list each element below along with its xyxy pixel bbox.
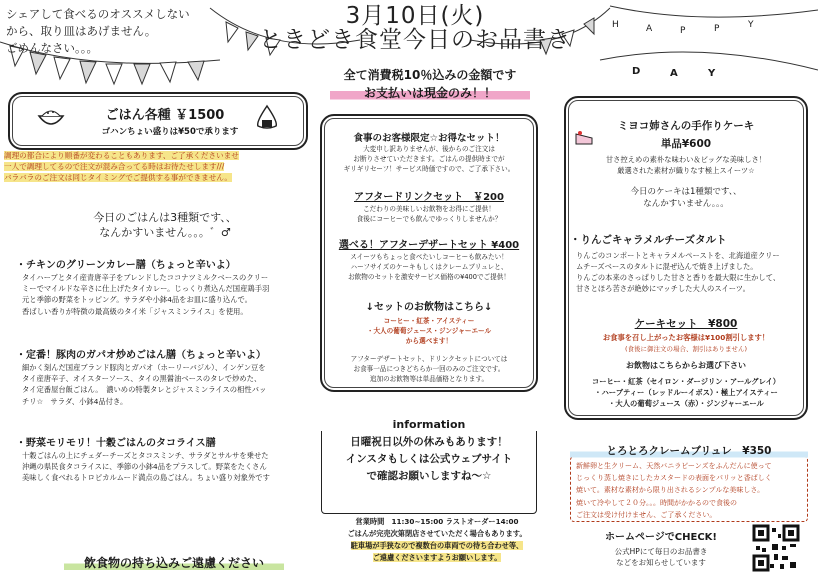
menu-title: ときどき食堂今日のお品書き [259,27,571,53]
garland-letters [608,8,818,98]
creme-brulee-desc: 新鮮卵と生クリーム、天然バニラビーンズをふんだんに使って じっくり蒸し焼きにしたカスタードの表面をパリッと香ばしく 焼いて。素材な素材から限り出されるシンプルな美味しさ。 焼いて冷やして２０分。。。時間がかかるので食後の ご注文は受け付けません、ご了承ください。 [576,462,772,519]
top-note-line: ごめんなさい。。。 [6,41,98,55]
order-notice-line: 一人で調理してるので注文が混み合ってる時はお待たせします/// [4,162,225,171]
cake-set-drinks-head: お飲物はこちらからお選び下さい [626,361,746,370]
garland-letter: H [612,20,619,30]
cake-set-drinks: コーヒー・紅茶（セイロン・ダージリン・アールグレイ） ・ハーブティー（レッドルーイボス）・極上アイスティー ・大人の葡萄ジュース（赤）・ジンジャーエール [591,377,781,408]
creme-brulee-title: とろとろクレームブリュレ ¥350 [570,443,808,458]
rice-today-note [55,210,275,240]
apple-tart-desc: りんごのコンポートとキャラメルペーストを、北海道産クリー ムチーズベースのタルトに混ぜ込んで焼き上げました。 りんごの本来のさっぱりした甘さと香りを最大限に生かして、 甘さとほろ苦さが絶妙にマッチした大人のスイーツ。 [576,251,781,293]
garland-letter: Y [708,68,716,79]
hours-line: ごはんが完売次第閉店させていただく場合もあります。 [347,529,527,538]
dish-title-taco-rice: ・野菜モリモリ！十穀ごはんのタコライス膳 [16,438,216,449]
garland-letter: P [680,26,686,36]
information-line: インスタもしくは公式ウェブサイト [345,453,513,465]
rice-price-title: ごはん各種 ￥1500 [105,108,225,123]
garland-letter: A [646,24,653,34]
rice-today-line: なんかすいません。。。゛♂ [99,226,231,239]
set-menu-intro: 大変申し訳ありませんが、後からのご注文は お断りさせていただきます。ごはんの提供時までが ギリギリセーフ！サービス時価ですので、ご了承下さい。 [343,145,515,173]
rice-today-line: 今日のごはんは3種類です、、 [93,211,237,224]
no-outside-food-notice: 飲食物の持ち込みご遠慮ください [64,554,284,571]
set-menu-footer: アフターデザートセット、ドリンクセットについては お食事一品につきどちらか一回のみのご注文です。 追加のお飲物等は単品価格となります。 [350,355,508,383]
cake-today-note: 今日のケーキは1種類です、、 なんかすいません。。。 [630,187,742,209]
hours-line: ご遠慮くださいますようお願いします。 [372,553,502,562]
dish-title-green-curry: ・チキンのグリーンカレー膳（ちょっと辛いよ） [16,260,236,271]
top-note [6,6,266,57]
homepage-desc: 公式HPにて毎日のお品書き などをお知らせしています [614,547,708,567]
top-note-line: から、取り皿はあげません。 [6,24,157,38]
set-drinks-head: ↓セットのお飲物はこちら↓ [365,302,493,313]
garland-letter: P [714,24,720,34]
apple-tart-title: ・りんごキャラメルチーズタルト [570,234,727,246]
order-notice [4,150,306,183]
information-line: 日曜祝日以外の休みもあります！ [350,436,508,448]
after-drink-set-title: アフタードリンクセット ￥200 [354,192,504,203]
after-dessert-set-desc: スイーツもちょっと食べたいしコーヒーも飲みたい！ ハーフサイズのケーキもしくはクレームブリュレと、 お飲物のセットを激安サービス価格の¥400でご提供！ [348,253,510,281]
homepage-title: ホームページでCHECK! [605,532,717,543]
cake-price: 単品¥600 [660,138,712,150]
order-notice-line: 調理の都合により順番が変わることもあります、ご了承くださいませ [4,151,239,160]
hours-line: 営業時間 11:30~15:00 ラストオーダー14:00 [355,517,519,526]
information-title: information [321,418,537,431]
after-dessert-set-title: 選べる！アフターデザートセット ¥400 [338,240,520,251]
order-notice-line: バラバラのご注文は同じタイミングでご提供する事ができません。 [4,173,232,182]
menu-date: 3月10日(火) [345,3,485,29]
top-note-line: シェアして食べるのオススメしない [6,7,190,21]
set-menu-title: 食事のお客様限定☆お得なセット！ [353,133,505,144]
qr-code-icon[interactable] [752,524,800,572]
rice-small-portion-note: ゴハンちょい盛りは¥50で承ります [101,127,239,137]
cake-desc: 甘さ控えめの素朴な味わい＆ビッグな美味しさ！ 厳選された素材が織りなす極上スイーツ☆ [605,155,767,175]
tax-notice: 全て消費税10％込みの金額です [343,68,517,82]
cake-title: ミヨコ姉さんの手作りケーキ [617,120,755,132]
dish-desc-green-curry: タイハーブとタイ産青唐辛子をブレンドしたココナツミルクベースのクリー ミーでマイルドな辛さに仕上げたタイカレー。じっくり煮込んだ国産鶏手羽 元と季節の野菜をトッピング。サラダや小鉢4品をお皿に盛り込んで。 香ばしい香りが特徴の最高級のタイ米「ジャスミンライス」を使用。 [22,273,270,316]
hours-line: 駐車場が手狭なので複数台の車両での待ち合わせ等、 [350,541,524,550]
business-hours [322,516,552,564]
information-line: で確認お願いしますね〜☆ [366,470,492,482]
dish-desc-taco-rice: 十穀ごはんの上にチェダーチーズとタコスミンチ、サラダとサルサを乗せた 沖縄の県民食タコライスに、季節の小鉢4品をプラスして。野菜をたくさん 美味しく食べれるトロピカルムード満点の島ごはん。ちょい盛り対象外です [22,451,270,483]
cake-set-discount: お食事を召し上がったお客様は¥100割引します！ [602,333,770,342]
after-drink-set-desc: こだわりの美味しいお飲物をお得にご提供！ 食後にコーヒーでも飲んでゆっくりしませんか？ [356,205,502,223]
garland-letter: D [632,66,641,77]
garland-letter: Y [748,20,754,30]
garland-letter: A [670,68,678,79]
dish-desc-gapao: 細かく刻んだ国産ブランド豚肉とガパオ（ホーリーバジル）、インゲン豆を タイ産唐辛子、オイスターソース、タイの黒醤油ベースのタレで炒めた、 タイ定番屋台飯ごはん。 濃いめの特製タレとジャスミンライスの相性バッ チリ☆ サラダ、小鉢4品付き。 [22,363,267,406]
page-title [250,4,580,52]
dish-title-gapao: ・定番！豚肉のガパオ炒めごはん膳（ちょっと辛いよ） [16,350,266,361]
set-drinks-list: コーヒー・紅茶・アイスティー ・大人の葡萄ジュース・ジンジャーエール から選べます！ [366,317,492,345]
cake-set-discount-note: (食後に御注文の場合、割引はありません) [624,345,748,353]
cash-notice: お支払いは現金のみ！！ [330,84,530,101]
cake-set-title: ケーキセット ¥800 [634,318,738,330]
